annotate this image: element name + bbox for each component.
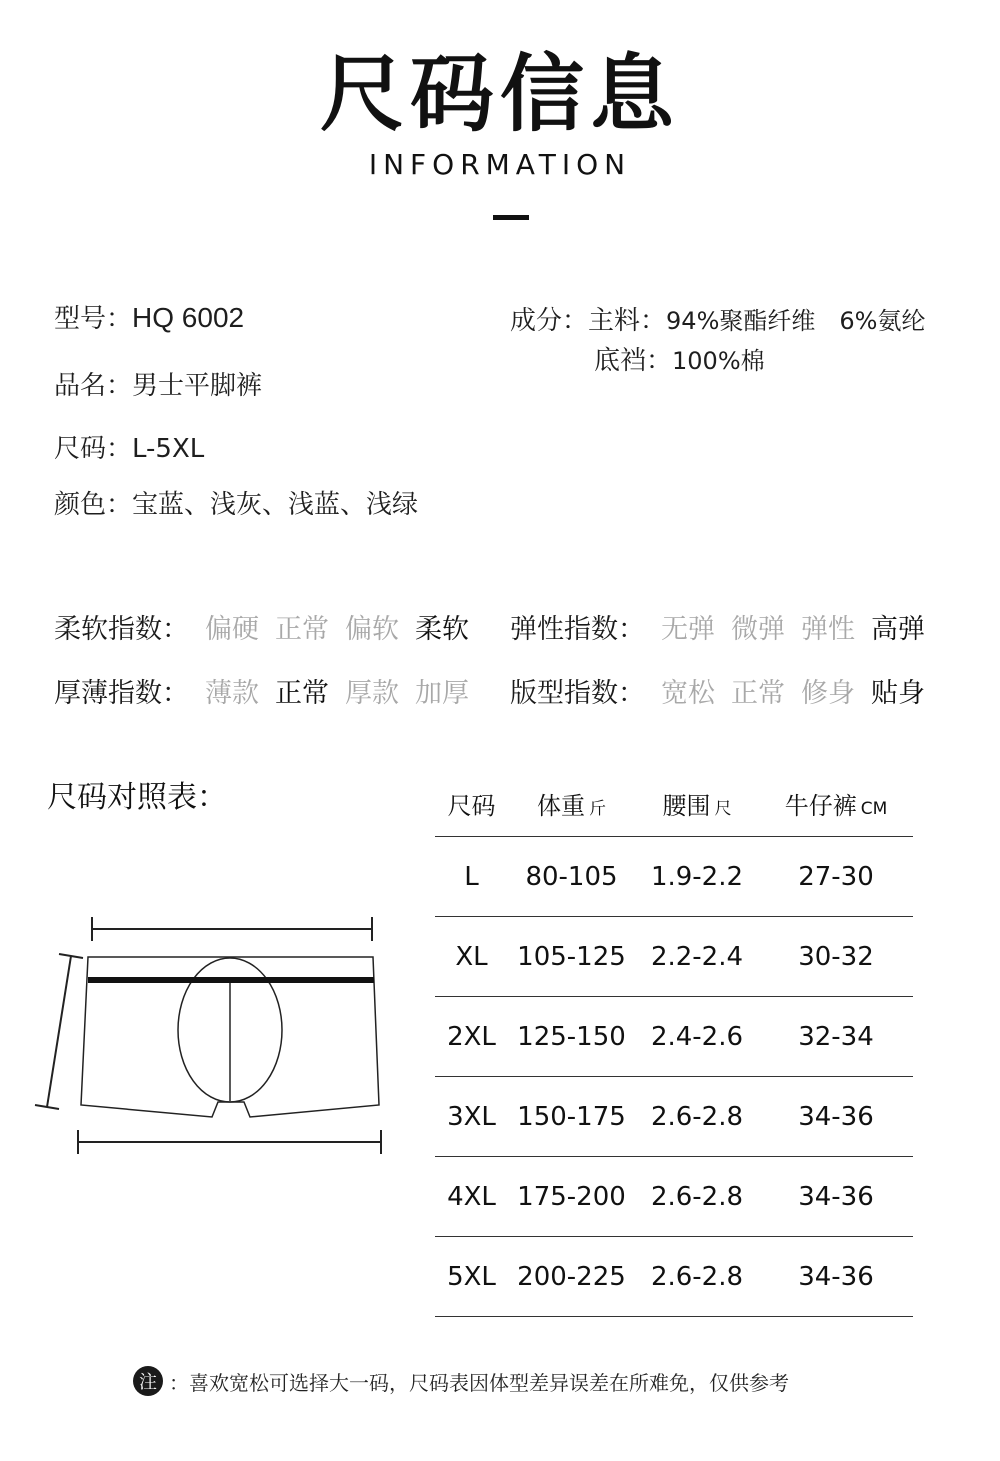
index-option-selected: 柔软	[415, 614, 469, 645]
index-softness	[54, 607, 469, 646]
spec-name	[54, 365, 262, 402]
index-fit	[510, 671, 925, 710]
cell-waist: 2.6-2.8	[635, 1237, 759, 1317]
spec-size-label: 尺码：	[54, 434, 133, 464]
boxer-diagram	[25, 905, 395, 1160]
cell-weight: 105-125	[508, 917, 635, 997]
index-option-selected: 贴身	[871, 678, 925, 709]
table-row	[435, 1237, 913, 1317]
spec-name-label: 品名：	[54, 371, 133, 401]
header-jeans-unit: CM	[860, 798, 888, 819]
cell-weight: 150-175	[508, 1077, 635, 1157]
header-jeans-label: 牛仔裤	[784, 791, 857, 820]
index-option: 正常	[275, 614, 329, 645]
index-thickness	[54, 671, 469, 710]
index-option: 正常	[731, 678, 785, 709]
cell-jeans: 34-36	[759, 1157, 913, 1237]
cell-weight: 125-150	[508, 997, 635, 1077]
cell-jeans: 32-34	[759, 997, 913, 1077]
cell-jeans: 27-30	[759, 837, 913, 917]
cell-weight: 80-105	[508, 837, 635, 917]
spec-crotch-value: 100%棉	[672, 347, 765, 375]
cell-size: L	[435, 837, 508, 917]
cell-waist: 2.4-2.6	[635, 997, 759, 1077]
spec-size	[54, 428, 204, 465]
spec-composition	[510, 300, 925, 337]
spec-model	[54, 298, 244, 335]
header-waist	[635, 770, 759, 837]
table-row	[435, 837, 913, 917]
header-waist-unit: 尺	[714, 798, 732, 819]
cell-waist: 2.2-2.4	[635, 917, 759, 997]
cell-waist: 2.6-2.8	[635, 1077, 759, 1157]
page-subtitle: INFORMATION	[368, 148, 632, 181]
cell-jeans: 34-36	[759, 1237, 913, 1317]
spec-main-value: 94%聚酯纤维 6%氨纶	[666, 307, 926, 335]
index-label: 弹性指数：	[510, 614, 645, 645]
cell-size: 3XL	[435, 1077, 508, 1157]
spec-name-value: 男士平脚裤	[132, 371, 263, 401]
spec-crotch	[594, 340, 765, 377]
cell-jeans: 34-36	[759, 1077, 913, 1157]
index-option: 厚款	[345, 678, 399, 709]
index-label: 版型指数：	[510, 678, 645, 709]
index-option: 加厚	[415, 678, 469, 709]
header-weight-label: 体重	[537, 791, 585, 820]
spec-color-value: 宝蓝、浅灰、浅蓝、浅绿	[132, 490, 419, 520]
cell-size: 4XL	[435, 1157, 508, 1237]
index-elasticity	[510, 607, 925, 646]
size-chart-title: 尺码对照表：	[47, 780, 227, 815]
cell-waist: 2.6-2.8	[635, 1157, 759, 1237]
index-option-selected: 高弹	[871, 614, 925, 645]
cell-jeans: 30-32	[759, 917, 913, 997]
spec-main-label: 主料：	[588, 306, 667, 336]
table-row	[435, 997, 913, 1077]
spec-color	[54, 484, 418, 521]
index-label: 厚薄指数：	[54, 678, 189, 709]
index-option: 无弹	[661, 614, 715, 645]
table-header-row	[435, 770, 913, 837]
note-text: ：喜欢宽松可选择大一码，尺码表因体型差异误差在所难免，仅供参考	[169, 1370, 789, 1395]
index-option: 偏硬	[205, 614, 259, 645]
height-line	[47, 956, 71, 1107]
table-row	[435, 917, 913, 997]
cell-weight: 200-225	[508, 1237, 635, 1317]
index-option-selected: 正常	[275, 678, 329, 709]
header-waist-label: 腰围	[662, 791, 711, 820]
spec-color-label: 颜色：	[54, 490, 133, 520]
index-option: 修身	[801, 678, 855, 709]
table-row	[435, 1157, 913, 1237]
cell-size: 5XL	[435, 1237, 508, 1317]
spec-crotch-label: 底裆：	[594, 346, 673, 376]
note-badge: 注	[133, 1366, 163, 1396]
waistband	[88, 977, 374, 983]
header-weight-unit: 斤	[589, 798, 606, 819]
spec-size-value: L-5XL	[132, 434, 205, 464]
index-option: 宽松	[661, 678, 715, 709]
index-option: 薄款	[205, 678, 259, 709]
spec-composition-label: 成分：	[510, 306, 589, 336]
spec-model-value: HQ 6002	[132, 302, 245, 333]
header-jeans	[759, 770, 913, 837]
spec-model-label: 型号：	[54, 304, 133, 334]
index-option: 弹性	[801, 614, 855, 645]
size-table	[435, 770, 913, 1317]
index-label: 柔软指数：	[54, 614, 189, 645]
title-divider	[493, 215, 529, 220]
index-option: 偏软	[345, 614, 399, 645]
cell-waist: 1.9-2.2	[635, 837, 759, 917]
cell-size: XL	[435, 917, 508, 997]
header-size	[435, 770, 508, 837]
page-title: 尺码信息	[319, 45, 680, 143]
footnote	[133, 1366, 789, 1396]
cell-weight: 175-200	[508, 1157, 635, 1237]
cell-size: 2XL	[435, 997, 508, 1077]
header-size-label: 尺码	[447, 791, 496, 820]
table-row	[435, 1077, 913, 1157]
index-option: 微弹	[731, 614, 785, 645]
header-weight	[508, 770, 635, 837]
